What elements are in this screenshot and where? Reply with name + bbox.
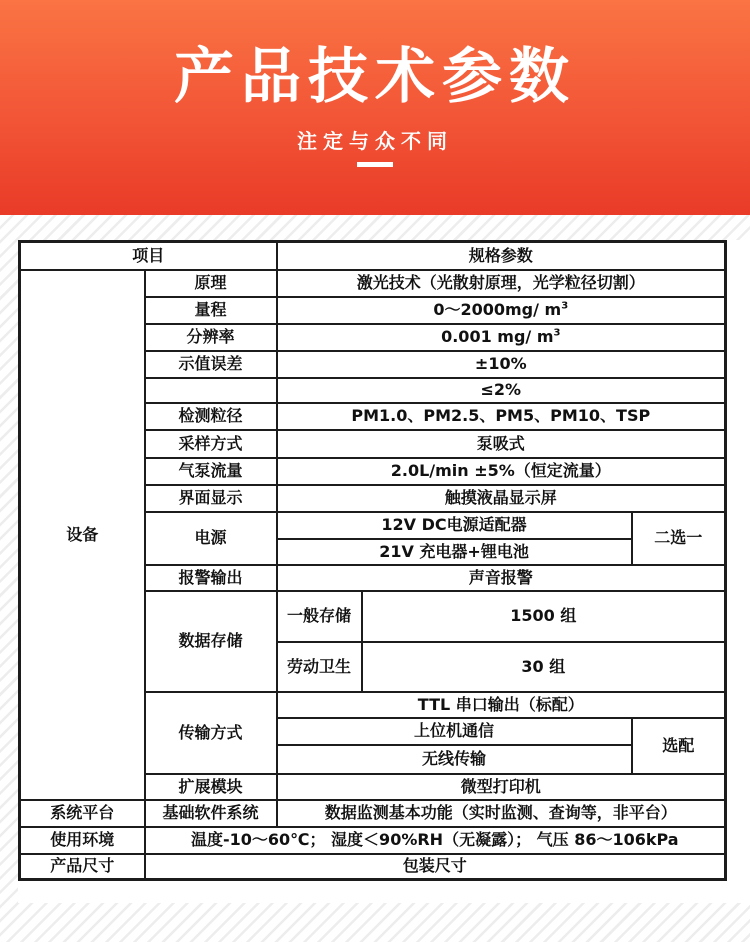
row-particle-label: 检测粒径: [145, 403, 277, 430]
row-transmission-option1: 上位机通信: [277, 718, 632, 745]
row-power-note: 二选一: [632, 512, 726, 565]
range-value-sup: 3: [561, 300, 569, 312]
row-particle-value: PM1.0、PM2.5、PM5、PM10、TSP: [277, 403, 726, 430]
row-storage-sub2-label: 劳动卫生: [277, 642, 362, 692]
resolution-value-sup: 3: [553, 327, 561, 339]
spec-table: [18, 240, 727, 881]
row-power-option2: 21V 充电器+锂电池: [277, 539, 632, 565]
table-row: [20, 854, 726, 880]
row-flow-value: 2.0L/min ±5%（恒定流量）: [277, 458, 726, 485]
row-transmission-option2: 无线传输: [277, 745, 632, 774]
banner: [0, 0, 750, 215]
row-resolution-value: [277, 324, 726, 351]
row-transmission-standard: TTL 串口输出（标配）: [277, 692, 726, 718]
row-principle-label: 原理: [145, 270, 277, 297]
row-expansion-value: 微型打印机: [277, 774, 726, 800]
row-dimensions-label: 产品尺寸: [20, 854, 145, 880]
header-spec: 规格参数: [277, 242, 726, 270]
row-alarm-value: 声音报警: [277, 565, 726, 591]
row-display-label: 界面显示: [145, 485, 277, 512]
row-storage-sub1-label: 一般存储: [277, 591, 362, 642]
table-row: [20, 827, 726, 854]
row-sampling-value: 泵吸式: [277, 430, 726, 458]
row-dimensions-value: 包装尺寸: [145, 854, 726, 880]
subtitle-underline-bar: [357, 162, 393, 167]
row-range-label: 量程: [145, 297, 277, 324]
row-platform-value: 数据监测基本功能（实时监测、查询等，非平台）: [277, 800, 726, 827]
page-subtitle: 注定与众不同: [297, 129, 453, 153]
row-error-label: 示值误差: [145, 351, 277, 378]
row-storage-sub2-value: 30 组: [362, 642, 726, 692]
row-sampling-label: 采样方式: [145, 430, 277, 458]
header-item: 项目: [20, 242, 277, 270]
table-row: [20, 270, 726, 297]
row-repeat-label-empty: [145, 378, 277, 403]
row-power-option1: 12V DC电源适配器: [277, 512, 632, 539]
row-flow-label: 气泵流量: [145, 458, 277, 485]
row-platform-group: 系统平台: [20, 800, 145, 827]
row-power-label: 电源: [145, 512, 277, 565]
row-transmission-label: 传输方式: [145, 692, 277, 774]
range-value-base: 0～2000mg/ m: [433, 300, 562, 319]
row-storage-label: 数据存储: [145, 591, 277, 692]
table-header-row: [20, 242, 726, 270]
row-repeat-value: ≤2%: [277, 378, 726, 403]
resolution-value-base: 0.001 mg/ m: [441, 327, 554, 346]
group-device-cell: 设备: [20, 270, 145, 800]
row-display-value: 触摸液晶显示屏: [277, 485, 726, 512]
row-expansion-label: 扩展模块: [145, 774, 277, 800]
row-principle-value: 激光技术（光散射原理，光学粒径切割）: [277, 270, 726, 297]
row-environment-label: 使用环境: [20, 827, 145, 854]
row-platform-label: 基础软件系统: [145, 800, 277, 827]
row-range-value: [277, 297, 726, 324]
row-resolution-label: 分辨率: [145, 324, 277, 351]
row-storage-sub1-value: 1500 组: [362, 591, 726, 642]
row-transmission-note: 选配: [632, 718, 726, 774]
row-alarm-label: 报警输出: [145, 565, 277, 591]
row-environment-value: 温度-10～60℃； 湿度＜90%RH（无凝露）； 气压 86～106kPa: [145, 827, 726, 854]
table-row: [20, 800, 726, 827]
row-error-value: ±10%: [277, 351, 726, 378]
page-title: 产品技术参数: [174, 42, 576, 112]
